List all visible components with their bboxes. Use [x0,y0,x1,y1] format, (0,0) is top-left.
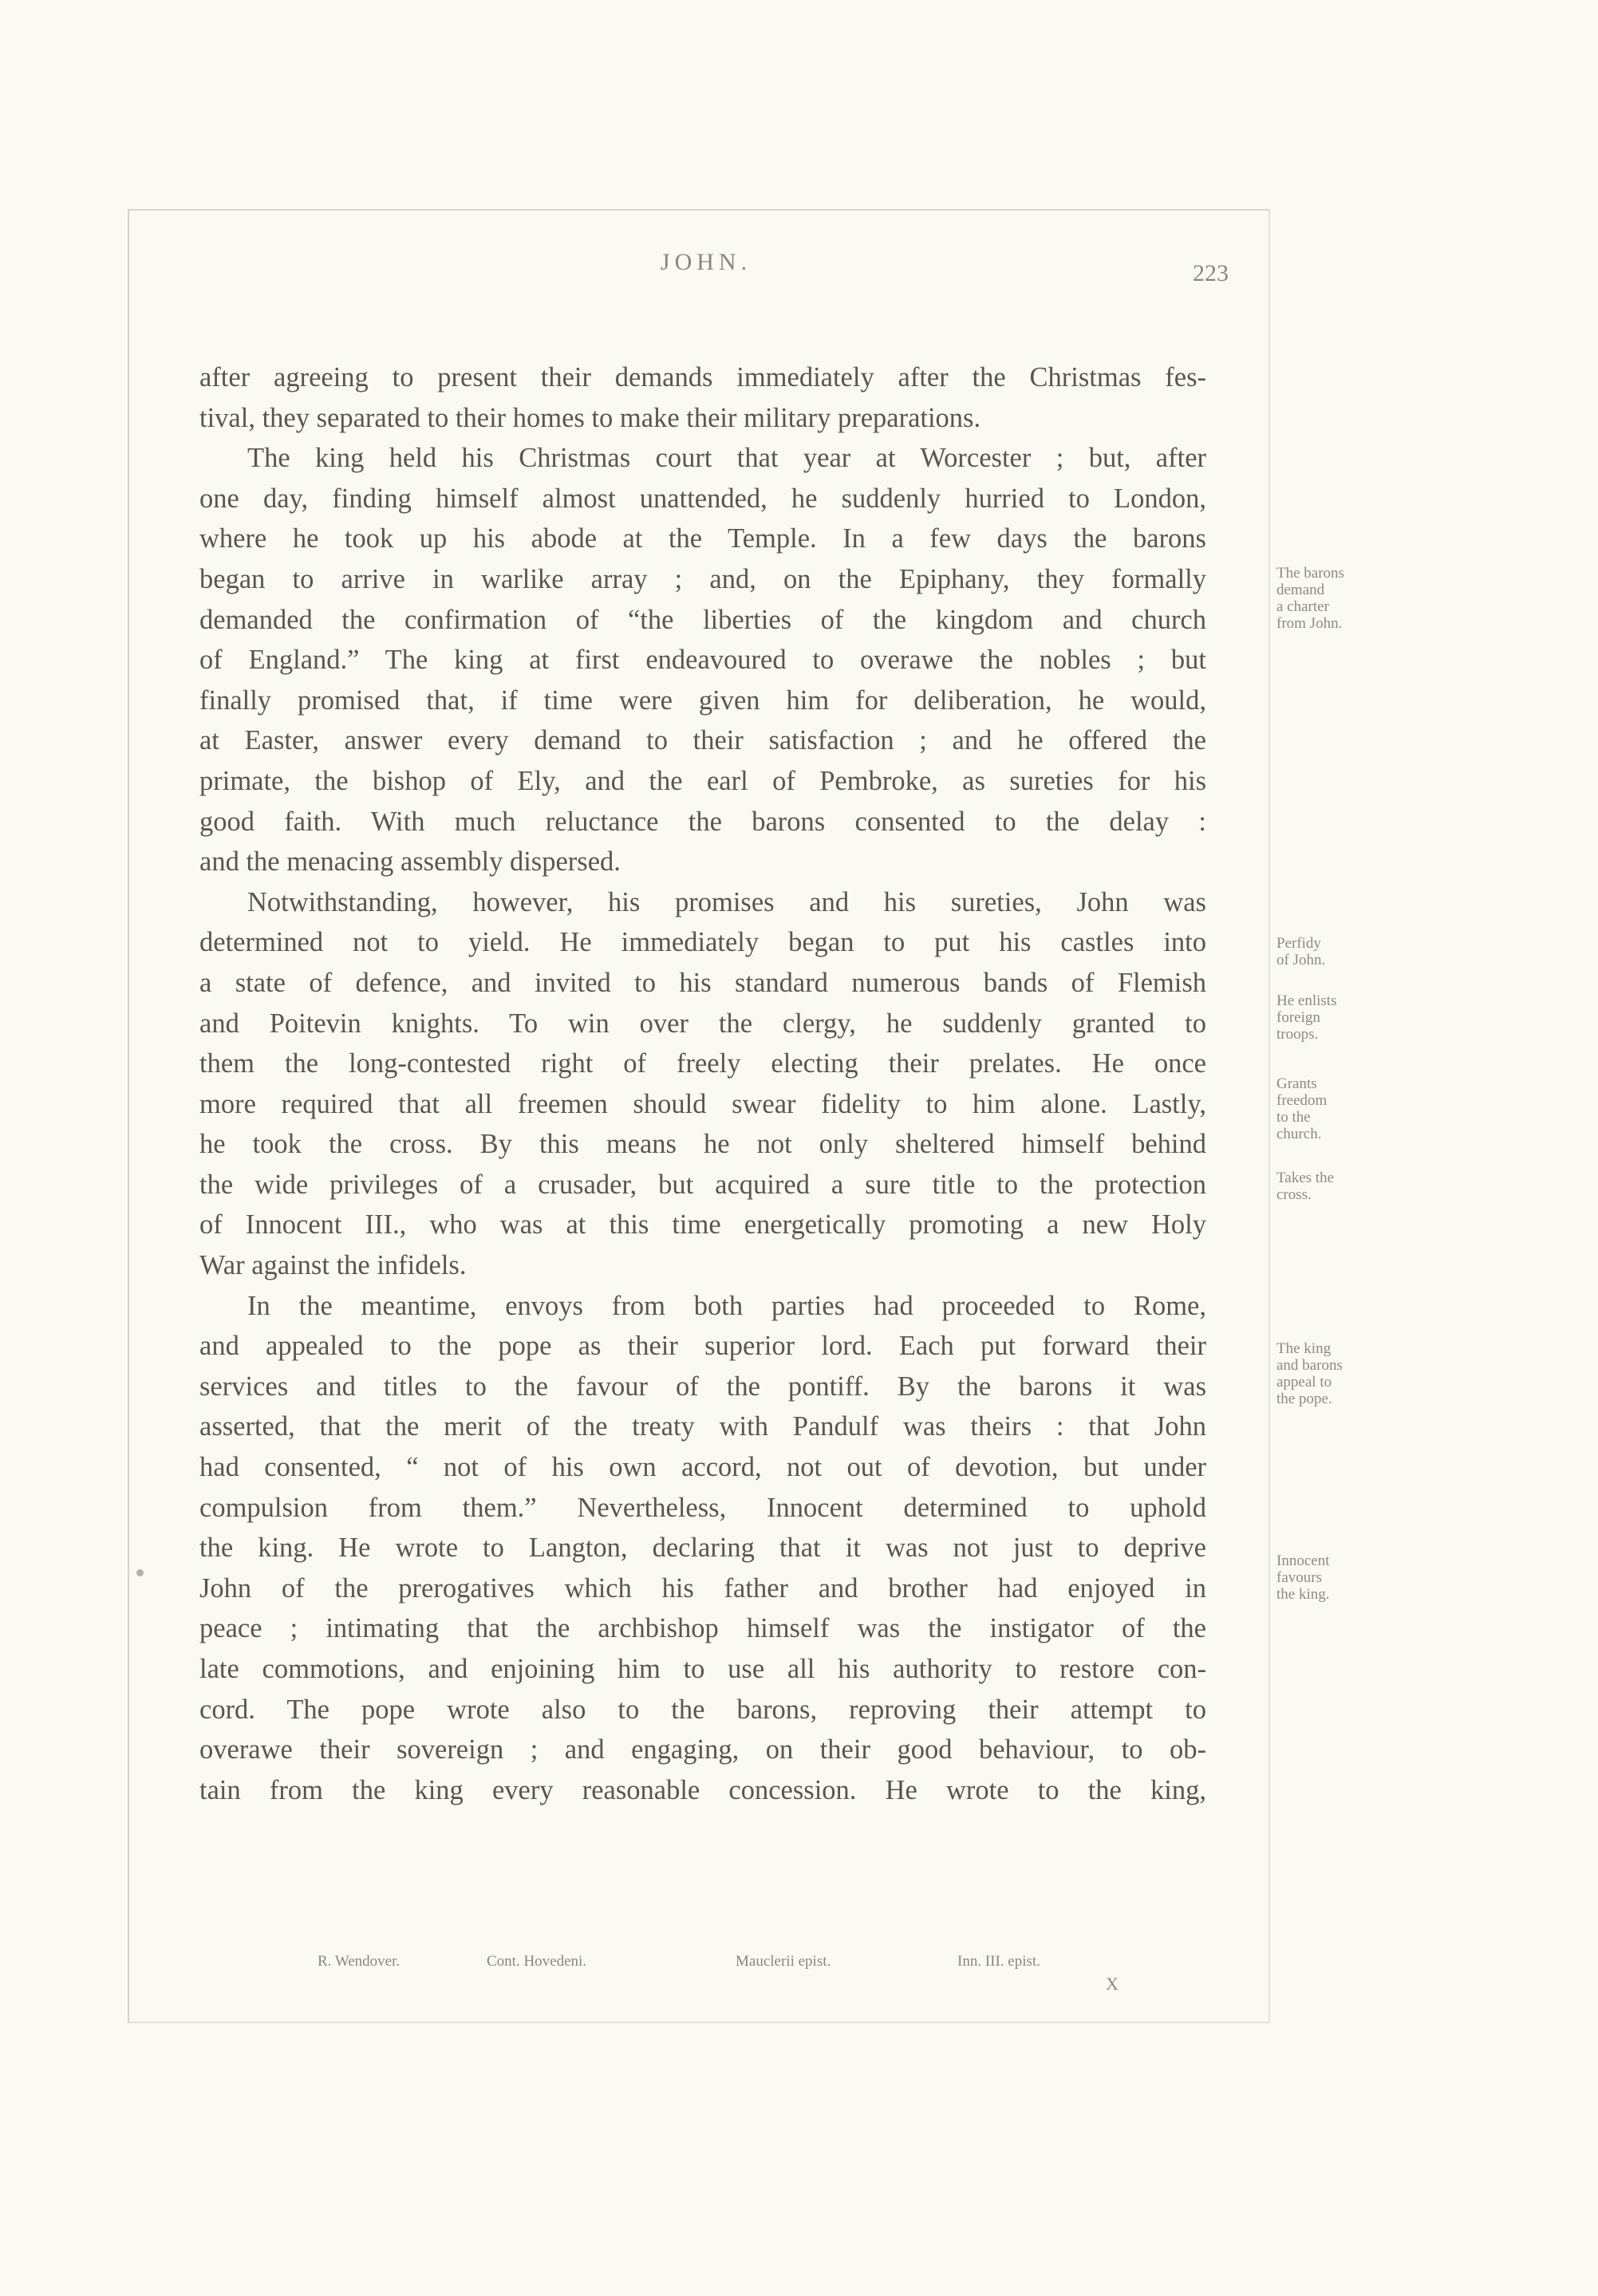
text-line: John of the prerogatives which his father and brother had enjoyed in [199,1572,1206,1604]
text-line: good faith. With much reluctance the barons consented to the delay : [199,806,1206,837]
text-line: tival, they separated to their homes to make their military preparations. [199,402,981,433]
text-line: had consented, “ not of his own accord, not out of devotion, but under [199,1452,1206,1483]
text-line: finally promised that, if time were given him for deliberation, he would, [199,684,1206,716]
margin-note: Perfidy of John. [1276,935,1326,969]
text-line: of England.” The king at first endeavoured to overawe the nobles ; but [199,645,1206,676]
text-line: a state of defence, and invited to his standard numerous bands of Flemish [199,967,1206,998]
text-line: at Easter, answer every demand to their satisfaction ; and he offered the [199,725,1206,756]
text-line: The king held his Christmas court that year at Worcester ; but, after [247,443,1206,474]
text-line: more required that all freemen should swear fidelity to him alone. Lastly, [199,1088,1206,1119]
text-line: compulsion from them.” Nevertheless, Innocent determined to uphold [199,1492,1206,1523]
text-line: asserted, that the merit of the treaty with Pandulf was theirs : that John [199,1411,1206,1442]
text-line: tain from the king every reasonable concession. He wrote to the king, [199,1774,1206,1805]
text-line: and Poitevin knights. To win over the clergy, he suddenly granted to [199,1008,1206,1039]
text-line: War against the infidels. [199,1250,467,1281]
text-line: late commotions, and enjoining him to use all his authority to restore con- [199,1654,1206,1684]
text-line: and the menacing assembly dispersed. [199,846,621,878]
margin-note: The king and barons appeal to the pope. [1276,1340,1343,1407]
text-line: began to arrive in warlike array ; and, on the Epiphany, they formally [199,563,1206,594]
text-line: and appealed to the pope as their superior lord. Each put forward their [199,1331,1206,1362]
margin-mark [136,1569,144,1576]
body-text [199,357,1206,1810]
page-number: 223 [1193,260,1229,286]
text-line: one day, finding himself almost unattended, he suddenly hurried to London, [199,483,1206,514]
footnotes [183,1953,1205,2001]
text-line: services and titles to the favour of the pontiff. By the barons it was [199,1371,1206,1402]
footnote-source: R. Wendover. [318,1953,400,1970]
text-line: he took the cross. By this means he not only sheltered himself behind [199,1129,1206,1160]
text-line: after agreeing to present their demands immediately after the Christmas fes- [199,362,1206,393]
footnote-source: Cont. Hovedeni. [487,1953,587,1970]
margin-note: He enlists foreign troops. [1276,992,1337,1043]
text-line: overawe their sovereign ; and engaging, on their good behaviour, to ob- [199,1734,1206,1765]
footnote-source: Inn. III. epist. [957,1953,1040,1970]
text-line: determined not to yield. He immediately began to put his castles into [199,927,1206,958]
signature-mark: X [1106,1974,1119,1994]
text-line: the king. He wrote to Langton, declaring that it was not just to deprive [199,1533,1206,1564]
text-line: the wide privileges of a crusader, but acquired a sure title to the protection [199,1169,1206,1200]
margin-note: Innocent favours the king. [1276,1552,1330,1603]
running-head: JOHN. [660,249,752,275]
text-line: peace ; intimating that the archbishop himself was the instigator of the [199,1613,1206,1644]
text-line: Notwithstanding, however, his promises and his sureties, John was [247,886,1206,917]
margin-note: Grants freedom to the church. [1276,1075,1328,1142]
text-line: where he took up his abode at the Temple. In a few days the barons [199,523,1206,554]
footnote-source: Mauclerii epist. [736,1953,831,1970]
margin-note: Takes the cross. [1276,1170,1335,1203]
margin-note: The barons demand a charter from John. [1276,565,1344,632]
text-line: them the long-contested right of freely electing their prelates. He once [199,1048,1206,1079]
page-header [183,249,1229,297]
text-line: demanded the confirmation of “the liberties of the kingdom and church [199,604,1206,635]
text-line: primate, the bishop of Ely, and the earl of Pembroke, as sureties for his [199,765,1206,796]
text-line: of Innocent III., who was at this time energetically promoting a new Holy [199,1209,1206,1241]
text-line: In the meantime, envoys from both parties had proceeded to Rome, [247,1290,1206,1321]
text-line: cord. The pope wrote also to the barons, reproving their attempt to [199,1694,1206,1725]
